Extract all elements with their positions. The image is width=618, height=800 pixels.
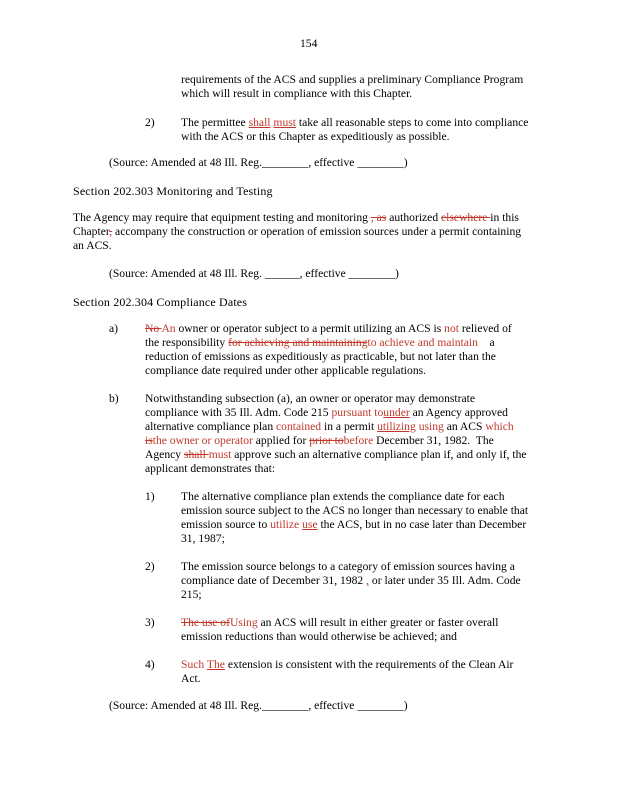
item-marker: 3) [145,616,155,629]
subsection-text: Agency shall must approve such an alternative compliance plan if, and only if, the [145,448,527,461]
source-note: (Source: Amended at 48 Ill. Reg.________, effective ________) [109,699,408,712]
continuation-line: which will result in compliance with this Chapter. [181,87,413,100]
subsection-marker: a) [109,322,119,335]
item-text: The alternative compliance plan extends the compliance date for each [181,490,505,503]
subsection-text: compliance with 35 Ill. Adm. Code 215 pursuant tounder an Agency approved [145,406,508,419]
item-text: emission reductions than would otherwise be achieved; and [181,630,457,643]
item-marker: 1) [145,490,155,503]
section-heading: Section 202.303 Monitoring and Testing [73,184,273,198]
item-text: The emission source belongs to a category of emission sources having a [181,560,515,573]
source-note: (Source: Amended at 48 Ill. Reg. ______, effective ________) [109,267,399,280]
item-marker: 2) [145,116,155,129]
subsection-text: reduction of emissions as expeditiously as practicable, but not later than the [145,350,496,363]
subsection-marker: b) [109,392,119,405]
body-text: an ACS. [73,239,112,252]
subsection-text: Notwithstanding subsection (a), an owner or operator may demonstrate [145,392,476,405]
item-text: Such The extension is consistent with the requirements of the Clean Air [181,658,514,671]
item-text: with the ACS or this Chapter as expeditiously as possible. [181,130,450,143]
section-heading: Section 202.304 Compliance Dates [73,295,248,309]
subsection-text: alternative compliance plan contained in a permit utilizing using an ACS which [145,420,514,433]
subsection-text: applicant demonstrates that: [145,462,276,475]
item-marker: 4) [145,658,155,671]
item-text: Act. [181,672,201,685]
continuation-line: requirements of the ACS and supplies a preliminary Compliance Program [181,73,524,86]
body-text: The Agency may require that equipment testing and monitoring , as authorized elsewhere in this [73,211,519,224]
item-text: 31, 1987; [181,532,225,545]
item-text: emission source to utilize use the ACS, but in no case later than December [181,518,527,531]
item-marker: 2) [145,560,155,573]
item-text: 215; [181,588,202,601]
subsection-text: isthe owner or operator applied for prior tobefore December 31, 1982. The [145,434,494,447]
source-note: (Source: Amended at 48 Ill. Reg.________, effective ________) [109,156,408,169]
page-number: 154 [300,37,318,50]
item-text: The permittee shall must take all reasonable steps to come into compliance [181,116,529,129]
body-text: Chapter, accompany the construction or operation of emission sources under a permit containing [73,225,522,238]
item-text: emission source subject to the ACS no longer than necessary to enable that [181,504,529,517]
subsection-text: No An owner or operator subject to a permit utilizing an ACS is not relieved of [145,322,512,335]
subsection-text: the responsibility for achieving and maintainingto achieve and maintain a [145,336,495,349]
item-text: The use ofUsing an ACS will result in either greater or faster overall [181,616,499,629]
subsection-text: compliance date required under other applicable regulations. [145,364,427,377]
item-text: compliance date of December 31, 1982 , or later under 35 Ill. Adm. Code [181,574,521,587]
